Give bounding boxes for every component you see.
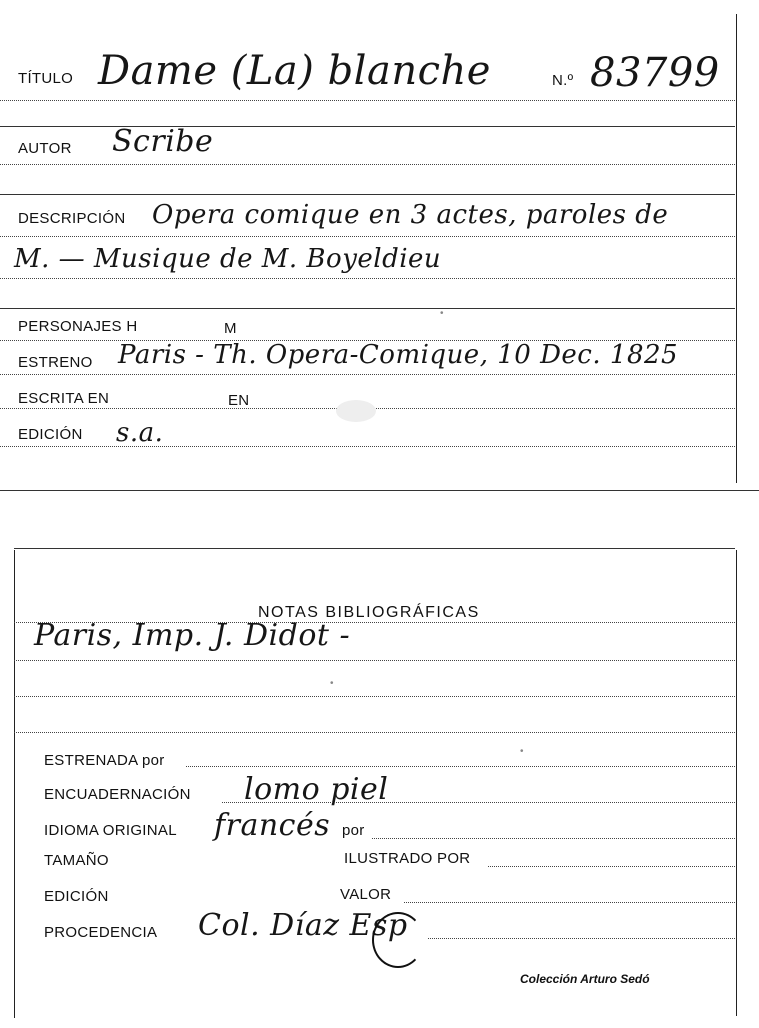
card-border xyxy=(736,550,737,1016)
rule-line xyxy=(186,766,735,767)
stamp-circle xyxy=(372,912,424,968)
rule-line xyxy=(0,126,735,127)
collection-footer: Colección Arturo Sedó xyxy=(520,972,650,986)
idioma-value: francés xyxy=(214,808,331,843)
tamano-label: TAMAÑO xyxy=(44,852,109,869)
catalog-card-back xyxy=(0,540,759,1028)
rule-line xyxy=(0,308,735,309)
estrenada-label: ESTRENADA por xyxy=(44,752,165,769)
rule-line xyxy=(404,902,735,903)
descripcion-label: DESCRIPCIÓN xyxy=(18,210,126,227)
personajes-m-label: M xyxy=(224,320,237,337)
escrita-en-label: EN xyxy=(228,392,250,409)
rule-line xyxy=(0,278,735,279)
idioma-por-label: por xyxy=(342,822,365,839)
edicion-label: EDICIÓN xyxy=(18,426,83,443)
rule-line xyxy=(0,446,735,447)
autor-value: Scribe xyxy=(112,124,214,159)
autor-label: AUTOR xyxy=(18,140,72,157)
edicion-value: s.a. xyxy=(116,418,164,448)
card-bottom-edge xyxy=(0,490,759,491)
rule-line xyxy=(0,164,735,165)
rule-line xyxy=(14,696,735,697)
card-top-edge xyxy=(14,548,735,549)
titulo-value: Dame (La) blanche xyxy=(98,48,491,94)
rule-line xyxy=(372,838,735,839)
idioma-label: IDIOMA ORIGINAL xyxy=(44,822,177,839)
ink-speck: • xyxy=(330,678,334,689)
rule-line xyxy=(0,236,735,237)
procedencia-value: Col. Díaz Esp xyxy=(198,908,408,943)
card-border xyxy=(736,14,737,483)
encuadernacion-label: ENCUADERNACIÓN xyxy=(44,786,191,803)
encuadernacion-value: lomo piel xyxy=(244,772,389,807)
paper-scuff xyxy=(336,400,376,422)
rule-line xyxy=(14,732,735,733)
notas-value: Paris, Imp. J. Didot - xyxy=(34,618,351,653)
ink-speck: • xyxy=(440,308,444,319)
rule-line xyxy=(222,802,735,803)
edicion-back-label: EDICIÓN xyxy=(44,888,109,905)
rule-line xyxy=(14,660,735,661)
card-border xyxy=(14,550,15,1018)
escrita-label: ESCRITA EN xyxy=(18,390,110,407)
rule-line xyxy=(0,100,735,101)
numero-label: N.º xyxy=(552,72,574,89)
rule-line xyxy=(428,938,735,939)
rule-line xyxy=(488,866,735,867)
descripcion-line1: Opera comique en 3 actes, paroles de xyxy=(152,200,669,230)
estreno-label: ESTRENO xyxy=(18,354,93,371)
personajes-label: PERSONAJES H xyxy=(18,318,138,335)
estreno-value: Paris - Th. Opera-Comique, 10 Dec. 1825 xyxy=(118,340,679,370)
valor-label: VALOR xyxy=(340,886,392,903)
numero-value: 83799 xyxy=(590,50,720,96)
procedencia-label: PROCEDENCIA xyxy=(44,924,158,941)
notas-heading: NOTAS BIBLIOGRÁFICAS xyxy=(258,604,480,621)
descripcion-line2: M. — Musique de M. Boyeldieu xyxy=(14,244,442,274)
rule-line xyxy=(0,374,735,375)
ink-speck: • xyxy=(520,746,524,757)
catalog-card-front xyxy=(0,0,759,495)
ilustrado-label: ILUSTRADO POR xyxy=(344,850,471,867)
rule-line xyxy=(0,194,735,195)
titulo-label: TÍTULO xyxy=(18,70,74,87)
